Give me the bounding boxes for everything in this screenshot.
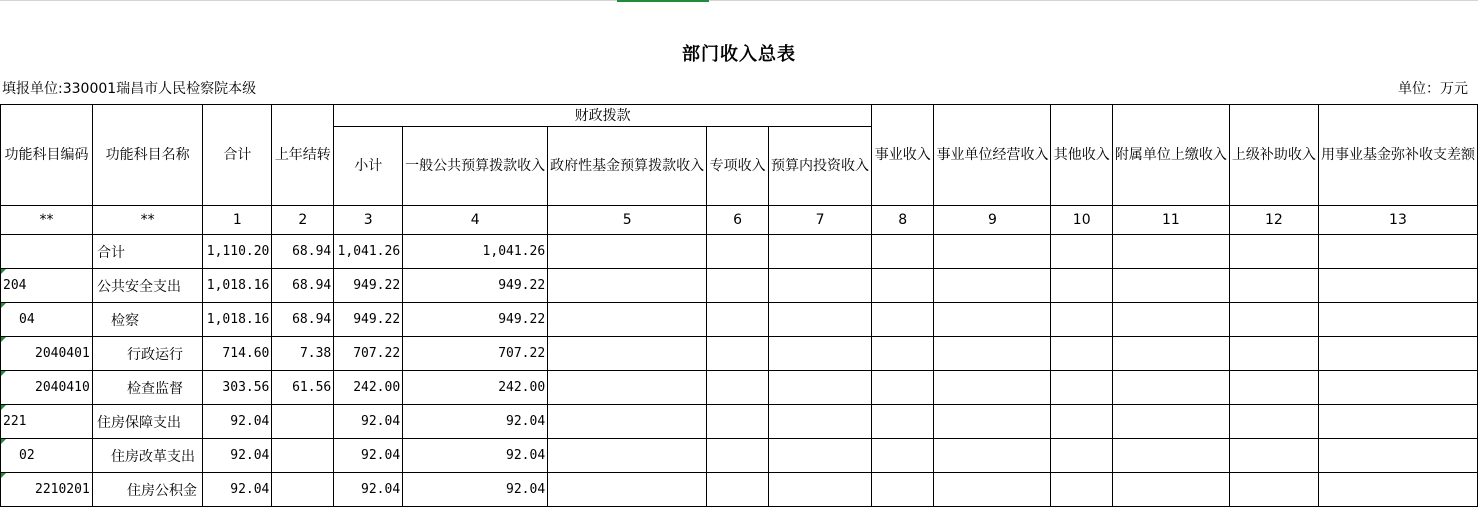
table-row bbox=[1, 269, 1478, 303]
amount-cell[interactable] bbox=[872, 235, 934, 269]
amount-cell[interactable] bbox=[1318, 405, 1477, 439]
function-name-cell[interactable]: 住房保障支出 bbox=[92, 405, 202, 439]
amount-cell[interactable] bbox=[548, 371, 707, 405]
function-name-cell[interactable]: 行政运行 bbox=[92, 337, 202, 371]
amount-cell[interactable]: 949.22 bbox=[334, 303, 403, 337]
header-budget-invest: 预算内投资收入 bbox=[769, 127, 872, 206]
seq-cell: 4 bbox=[403, 206, 548, 235]
function-name-cell[interactable]: 住房改革支出 bbox=[92, 439, 202, 473]
function-code-cell[interactable]: 2210201 bbox=[1, 473, 93, 507]
seq-cell: 2 bbox=[272, 206, 334, 235]
amount-cell[interactable] bbox=[1229, 337, 1318, 371]
amount-cell[interactable] bbox=[1112, 371, 1229, 405]
amount-cell[interactable]: 1,018.16 bbox=[203, 269, 272, 303]
amount-cell[interactable]: 949.22 bbox=[334, 269, 403, 303]
amount-cell[interactable] bbox=[872, 439, 934, 473]
amount-cell[interactable]: 92.04 bbox=[334, 473, 403, 507]
amount-cell[interactable] bbox=[1229, 269, 1318, 303]
amount-cell[interactable] bbox=[1318, 235, 1477, 269]
function-code-cell[interactable] bbox=[1, 235, 93, 269]
seq-cell: 10 bbox=[1051, 206, 1112, 235]
amount-cell[interactable]: 92.04 bbox=[203, 405, 272, 439]
income-summary-table bbox=[0, 104, 1478, 507]
function-code-cell[interactable]: 2040401 bbox=[1, 337, 93, 371]
table-row bbox=[1, 303, 1478, 337]
amount-cell[interactable] bbox=[707, 439, 769, 473]
amount-cell[interactable] bbox=[1229, 473, 1318, 507]
function-name-cell[interactable]: 住房公积金 bbox=[92, 473, 202, 507]
header-carryover: 上年结转 bbox=[272, 105, 334, 206]
header-total: 合计 bbox=[203, 105, 272, 206]
amount-cell[interactable] bbox=[548, 439, 707, 473]
amount-cell[interactable]: 92.04 bbox=[334, 405, 403, 439]
amount-cell[interactable] bbox=[1318, 439, 1477, 473]
amount-cell[interactable] bbox=[1318, 371, 1477, 405]
amount-cell[interactable] bbox=[934, 439, 1051, 473]
amount-cell[interactable]: 242.00 bbox=[334, 371, 403, 405]
header-other: 其他收入 bbox=[1051, 105, 1112, 206]
reporting-unit: 填报单位:330001瑞昌市人民检察院本级 bbox=[2, 81, 257, 97]
amount-cell[interactable] bbox=[707, 371, 769, 405]
amount-cell[interactable] bbox=[769, 235, 872, 269]
amount-cell[interactable] bbox=[707, 473, 769, 507]
amount-cell[interactable] bbox=[1051, 235, 1112, 269]
header-name: 功能科目名称 bbox=[92, 105, 202, 206]
function-code-cell[interactable]: 04 bbox=[1, 303, 93, 337]
amount-cell[interactable] bbox=[1051, 405, 1112, 439]
amount-cell[interactable]: 92.04 bbox=[403, 439, 548, 473]
header-code: 功能科目编码 bbox=[1, 105, 93, 206]
amount-cell[interactable] bbox=[769, 439, 872, 473]
amount-cell[interactable]: 61.56 bbox=[272, 371, 334, 405]
function-code-cell[interactable]: 204 bbox=[1, 269, 93, 303]
amount-cell[interactable] bbox=[548, 337, 707, 371]
currency-unit: 单位：万元 bbox=[1398, 81, 1468, 97]
amount-cell[interactable] bbox=[1318, 303, 1477, 337]
amount-cell[interactable] bbox=[872, 303, 934, 337]
function-code-cell[interactable]: 02 bbox=[1, 439, 93, 473]
amount-cell[interactable]: 7.38 bbox=[272, 337, 334, 371]
seq-cell: 8 bbox=[872, 206, 934, 235]
amount-cell[interactable] bbox=[1229, 439, 1318, 473]
table-row bbox=[1, 405, 1478, 439]
amount-cell[interactable]: 68.94 bbox=[272, 235, 334, 269]
header-superior-subsidy: 上级补助收入 bbox=[1229, 105, 1318, 206]
amount-cell[interactable]: 1,110.20 bbox=[203, 235, 272, 269]
amount-cell[interactable] bbox=[1051, 371, 1112, 405]
table-row bbox=[1, 473, 1478, 507]
amount-cell[interactable] bbox=[1112, 337, 1229, 371]
amount-cell[interactable]: 707.22 bbox=[403, 337, 548, 371]
amount-cell[interactable] bbox=[769, 337, 872, 371]
amount-cell[interactable] bbox=[548, 235, 707, 269]
amount-cell[interactable] bbox=[934, 269, 1051, 303]
header-special: 专项收入 bbox=[707, 127, 769, 206]
amount-cell[interactable] bbox=[1229, 303, 1318, 337]
amount-cell[interactable] bbox=[934, 337, 1051, 371]
amount-cell[interactable] bbox=[1112, 269, 1229, 303]
function-name-cell[interactable]: 检察 bbox=[92, 303, 202, 337]
function-name-cell[interactable]: 公共安全支出 bbox=[92, 269, 202, 303]
amount-cell[interactable] bbox=[1051, 473, 1112, 507]
seq-cell: 12 bbox=[1229, 206, 1318, 235]
amount-cell[interactable] bbox=[548, 405, 707, 439]
amount-cell[interactable] bbox=[934, 371, 1051, 405]
amount-cell[interactable] bbox=[1112, 439, 1229, 473]
seq-cell: 6 bbox=[707, 206, 769, 235]
amount-cell[interactable] bbox=[707, 269, 769, 303]
page-title: 部门收入总表 bbox=[682, 44, 796, 65]
amount-cell[interactable] bbox=[272, 439, 334, 473]
amount-cell[interactable] bbox=[1112, 473, 1229, 507]
amount-cell[interactable] bbox=[872, 371, 934, 405]
function-code-cell[interactable]: 2040410 bbox=[1, 371, 93, 405]
table-row bbox=[1, 371, 1478, 405]
seq-cell: 5 bbox=[548, 206, 707, 235]
header-fund-cover: 用事业基金弥补收支差额 bbox=[1318, 105, 1477, 206]
amount-cell[interactable] bbox=[934, 235, 1051, 269]
amount-cell[interactable]: 949.22 bbox=[403, 303, 548, 337]
amount-cell[interactable]: 92.04 bbox=[403, 405, 548, 439]
seq-cell: 9 bbox=[934, 206, 1051, 235]
header-general-budget: 一般公共预算拨款收入 bbox=[403, 127, 548, 206]
seq-cell: 11 bbox=[1112, 206, 1229, 235]
seq-cell: 7 bbox=[769, 206, 872, 235]
seq-cell: ** bbox=[1, 206, 93, 235]
header-subtotal: 小计 bbox=[334, 127, 403, 206]
amount-cell[interactable]: 92.04 bbox=[403, 473, 548, 507]
header-business: 事业收入 bbox=[872, 105, 934, 206]
amount-cell[interactable] bbox=[1229, 235, 1318, 269]
amount-cell[interactable] bbox=[769, 371, 872, 405]
table-row bbox=[1, 439, 1478, 473]
amount-cell[interactable] bbox=[707, 235, 769, 269]
amount-cell[interactable] bbox=[934, 303, 1051, 337]
amount-cell[interactable]: 92.04 bbox=[203, 439, 272, 473]
amount-cell[interactable]: 92.04 bbox=[334, 439, 403, 473]
amount-cell[interactable] bbox=[872, 473, 934, 507]
amount-cell[interactable]: 707.22 bbox=[334, 337, 403, 371]
amount-cell[interactable] bbox=[1051, 439, 1112, 473]
amount-cell[interactable] bbox=[272, 405, 334, 439]
amount-cell[interactable] bbox=[1112, 405, 1229, 439]
amount-cell[interactable] bbox=[1051, 269, 1112, 303]
amount-cell[interactable]: 714.60 bbox=[203, 337, 272, 371]
function-code-cell[interactable]: 221 bbox=[1, 405, 93, 439]
amount-cell[interactable]: 92.04 bbox=[203, 473, 272, 507]
sequence-row bbox=[1, 206, 1478, 235]
amount-cell[interactable] bbox=[707, 337, 769, 371]
seq-cell: 3 bbox=[334, 206, 403, 235]
seq-cell: 13 bbox=[1318, 206, 1477, 235]
amount-cell[interactable] bbox=[1229, 405, 1318, 439]
amount-cell[interactable]: 303.56 bbox=[203, 371, 272, 405]
amount-cell[interactable] bbox=[272, 473, 334, 507]
amount-cell[interactable] bbox=[769, 473, 872, 507]
amount-cell[interactable] bbox=[1051, 303, 1112, 337]
amount-cell[interactable] bbox=[548, 269, 707, 303]
window-top-border bbox=[0, 0, 1478, 1]
amount-cell[interactable] bbox=[548, 303, 707, 337]
amount-cell[interactable]: 68.94 bbox=[272, 303, 334, 337]
header-business-ops: 事业单位经营收入 bbox=[934, 105, 1051, 206]
amount-cell[interactable]: 949.22 bbox=[403, 269, 548, 303]
header-fiscal-group: 财政拨款 bbox=[334, 105, 872, 127]
table-row bbox=[1, 337, 1478, 371]
amount-cell[interactable] bbox=[769, 405, 872, 439]
amount-cell[interactable]: 1,041.26 bbox=[334, 235, 403, 269]
seq-cell: 1 bbox=[203, 206, 272, 235]
amount-cell[interactable] bbox=[707, 303, 769, 337]
header-affiliated: 附属单位上缴收入 bbox=[1112, 105, 1229, 206]
amount-cell[interactable]: 68.94 bbox=[272, 269, 334, 303]
amount-cell[interactable] bbox=[1112, 303, 1229, 337]
table-row bbox=[1, 235, 1478, 269]
amount-cell[interactable] bbox=[707, 405, 769, 439]
amount-cell[interactable] bbox=[934, 405, 1051, 439]
amount-cell[interactable] bbox=[872, 405, 934, 439]
amount-cell[interactable] bbox=[1318, 473, 1477, 507]
active-tab-indicator bbox=[617, 0, 709, 2]
amount-cell[interactable] bbox=[1051, 337, 1112, 371]
seq-cell: ** bbox=[92, 206, 202, 235]
amount-cell[interactable] bbox=[1318, 269, 1477, 303]
amount-cell[interactable]: 1,041.26 bbox=[403, 235, 548, 269]
amount-cell[interactable] bbox=[769, 269, 872, 303]
amount-cell[interactable] bbox=[1318, 337, 1477, 371]
amount-cell[interactable] bbox=[1112, 235, 1229, 269]
amount-cell[interactable]: 1,018.16 bbox=[203, 303, 272, 337]
amount-cell[interactable]: 242.00 bbox=[403, 371, 548, 405]
amount-cell[interactable] bbox=[548, 473, 707, 507]
function-name-cell[interactable]: 合计 bbox=[92, 235, 202, 269]
amount-cell[interactable] bbox=[1229, 371, 1318, 405]
header-gov-fund: 政府性基金预算拨款收入 bbox=[548, 127, 707, 206]
amount-cell[interactable] bbox=[769, 303, 872, 337]
function-name-cell[interactable]: 检查监督 bbox=[92, 371, 202, 405]
amount-cell[interactable] bbox=[872, 337, 934, 371]
amount-cell[interactable] bbox=[872, 269, 934, 303]
amount-cell[interactable] bbox=[934, 473, 1051, 507]
